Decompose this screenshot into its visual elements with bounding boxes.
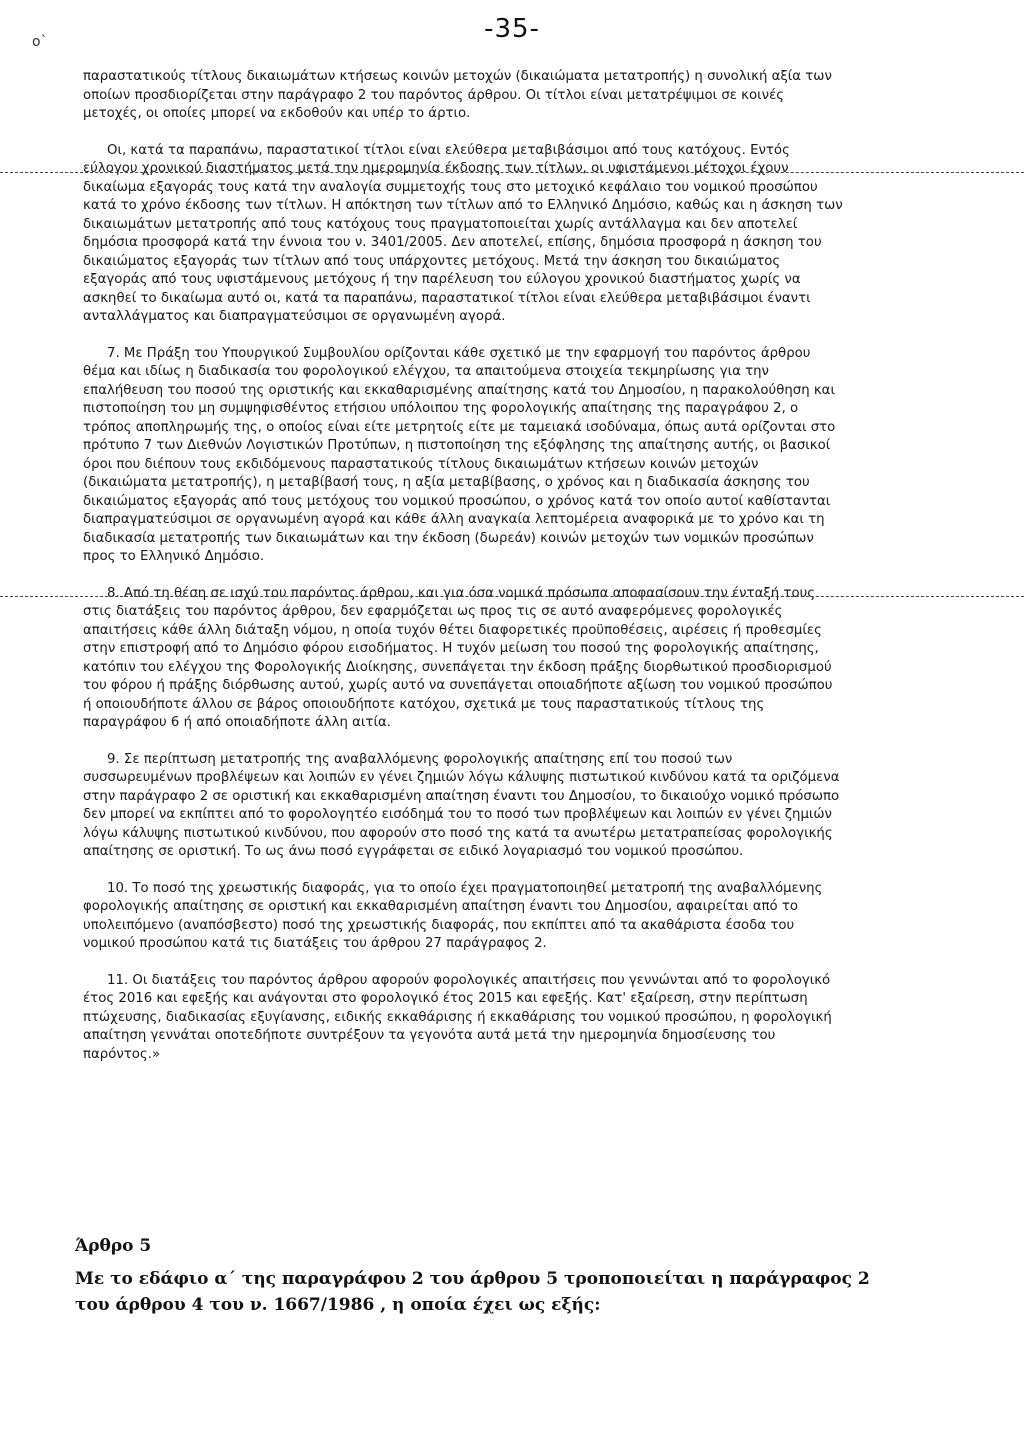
page-number: -35-	[484, 14, 540, 44]
scan-line-artifact	[0, 172, 1024, 173]
paragraph-transfer: Οι, κατά τα παραπάνω, παραστατικοί τίτλοι είναι ελεύθερα μεταβιβάσιμοι από τους κατόχους. Εντός εύλογου χρονικού διαστήματος μετά την ημερομηνία έκδοσης των τίτλων, οι υφιστάμενοι μέτοχοι έχουν δικαίωμα εξαγοράς τους κατά την αναλογία συμμετοχής τους στο μετοχικό κεφάλαιο του νομικού προσώπου κατά το χρόνο έκδοσης των τίτλων. Η απόκτηση των τίτλων από το Ελληνικό Δημόσιο, καθώς και η άσκηση των δικαιωμάτων μετατροπής από τους κατόχους τους πραγματοποιείται χωρίς αντάλλαγμα και δεν αποτελεί δημόσια προσφορά κατά την έννοια του ν. 3401/2005. Δεν αποτελεί, επίσης, δημόσια προσφορά η άσκηση του δικαιώματος εξαγοράς των τίτλων από τους υπάρχοντες μετόχους. Μετά την άσκηση του δικαιώματος εξαγοράς από τους υφιστάμενους μετόχους ή την παρέλευση του εύλογου χρονικού διαστήματος χωρίς να ασκηθεί το δικαίωμα αυτό οι, κατά τα παραπάνω, παραστατικοί τίτλοι είναι ελεύθερα μεταβιβάσιμοι έναντι ανταλλάγματος και διαπραγματεύσιμοι σε οργανωμένη αγορά.	[83, 142, 843, 324]
article-heading: Άρθρο 5	[75, 1236, 152, 1256]
paragraph-10: 10. Το ποσό της χρεωστικής διαφοράς, για το οποίο έχει πραγματοποιηθεί μετατροπή της αναβαλλόμενης φορολογικής απαίτησης σε οριστική και εκκαθαρισμένη απαίτηση έναντι του Δημοσίου, αφαιρείται από το υπολειπόμενο (αναπόσβεστο) ποσό της χρεωστικής διαφοράς, που εκπίπτει από τα ακαθάριστα έσοδα του νομικού προσώπου κατά τις διατάξεις του άρθρου 27 παράγραφος 2.	[83, 880, 823, 951]
paragraph-8: 8. Από τη θέση σε ισχύ του παρόντος άρθρου, και για όσα νομικά πρόσωπα αποφασίσουν την ένταξή τους στις διατάξεις του παρόντος άρθρου, δεν εφαρμόζεται ως προς τις σε αυτό αναφερόμενες φορολογικές απαιτήσεις κάθε άλλη διάταξη νόμου, η οποία τυχόν θέτει διαφορετικές προϋποθέσεις, αιρέσεις ή προθεσμίες στην επιστροφή από το Δημόσιο φόρου εισοδήματος. Η τυχόν μείωση του ποσού της φορολογικής απαίτησης, κατόπιν του ελέγχου της Φορολογικής Διοίκησης, συνεπάγεται την έκδοση πράξης διορθωτικού προσδιορισμού του φόρου ή πράξης διόρθωσης αυτού, χωρίς αυτό να συνεπάγεται οποιαδήποτε αξίωση του νομικού προσώπου ή οποιουδήποτε άλλου σε βάρος οποιουδήποτε κατόχου, σχετικά με τους παραστατικούς τίτλους της παραγράφου 6 ή από οποιαδήποτε άλλη αιτία.	[83, 585, 833, 730]
article-intro: Με το εδάφιο α΄ της παραγράφου 2 του άρθρου 5 τροποποιείται η παράγραφος 2 του άρθρου 4 του ν. 1667/1986 , η οποία έχει ως εξής:	[75, 1269, 870, 1315]
paragraph-9: 9. Σε περίπτωση μετατροπής της αναβαλλόμενης φορολογικής απαίτησης επί του ποσού των συσσωρευμένων προβλέψεων και λοιπών εν γένει ζημιών λόγω κάλυψης πιστωτικού κινδύνου κατά τα οριζόμενα στην παράγραφο 2 σε οριστική και εκκαθαρισμένη απαίτηση έναντι του Δημοσίου, το δικαιούχο νομικό πρόσωπο δεν μπορεί να εκπίπτει από το φορολογητέο εισόδημά του το ποσό των προβλέψεων και λοιπών εν γένει ζημιών λόγω κάλυψης πιστωτικού κινδύνου, που αφορούν στο ποσό της κατά τα ανωτέρω μετατραπείσας φορολογικής απαίτησης σε οριστική. Το ως άνω ποσό εγγράφεται σε ειδικό λογαριασμό του νομικού προσώπου.	[83, 751, 840, 859]
paragraph-11: 11. Οι διατάξεις του παρόντος άρθρου αφορούν φορολογικές απαιτήσεις που γεννώνται από το φορολογικό έτος 2016 και εφεξής και ανάγονται στο φορολογικό έτος 2015 και εφεξής. Κατ' εξαίρεση, στην περίπτωση πτώχευσης, διαδικασίας εξυγίανσης, ειδικής εκκαθάρισης ή εκκαθάρισης του νομικού προσώπου, η φορολογική απαίτηση γεννάται οποτεδήποτε συντρέξουν τα γεγονότα αυτά μετά την ημερομηνία δημοσίευσης του παρόντος.»	[83, 972, 832, 1062]
scan-line-artifact	[0, 596, 1024, 597]
document-body	[83, 68, 843, 1082]
paragraph-intro: παραστατικούς τίτλους δικαιωμάτων κτήσεως κοινών μετοχών (δικαιώματα μετατροπής) η συνολική αξία των οποίων προσδιορίζεται στην παράγραφο 2 του παρόντος άρθρου. Οι τίτλοι είναι μετατρέψιμοι σε κοινές μετοχές, οι οποίες μπορεί να εκδοθούν και υπέρ το άρτιο.	[83, 69, 832, 121]
corner-mark: ο`	[32, 34, 48, 50]
paragraph-7: 7. Με Πράξη του Υπουργικού Συμβουλίου ορίζονται κάθε σχετικό με την εφαρμογή του παρόντος άρθρου θέμα και ιδίως η διαδικασία του φορολογικού ελέγχου, τα απαιτούμενα στοιχεία τεκμηρίωσης για την επαλήθευση του ποσού της οριστικής και εκκαθαρισμένης απαίτησης κατά του Δημοσίου, η παρακολούθηση και πιστοποίηση του μη συμψηφισθέντος ετήσιου υπόλοιπου της φορολογικής απαίτησης της παραγράφου 2, ο τρόπος απoπληρωμής της, ο οποίος είναι είτε μετρητοίς είτε με ταμειακά ισοδύναμα, όπως αυτά ορίζονται στο πρότυπο 7 των Διεθνών Λογιστικών Προτύπων, η πιστοποίηση της εξόφλησης της απαίτησης αυτής, οι βασικοί όροι που διέπουν τους εκδιδόμενους παραστατικούς τίτλους δικαιωμάτων κτήσεων κοινών μετοχών (δικαιώματα μετατροπής), η μεταβίβασή τους, η αξία μεταβίβασης, ο χρόνος και η διαδικασία άσκησης του δικαιώματος εξαγοράς από τους μετόχους του νομικού προσώπου, ο χρόνος κατά τον οποίο αυτοί καθίστανται διαπραγματεύσιμοι σε οργανωμένη αγορά και κάθε άλλη αναγκαία λεπτομέρεια αναφορικά με το χρόνο και τη διαδικασία μετατροπής των δικαιωμάτων και την έκδοση (δωρεάν) κοινών μετοχών των νομικών προσώπων προς το Ελληνικό Δημόσιο.	[83, 345, 836, 564]
